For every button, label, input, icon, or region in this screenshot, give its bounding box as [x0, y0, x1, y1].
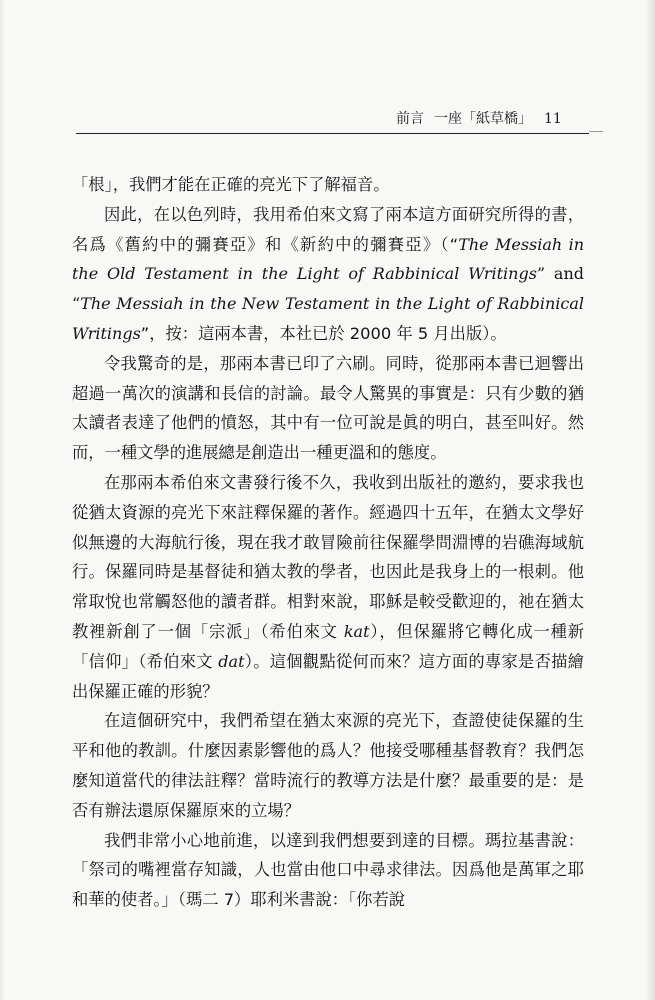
paragraph-research-goals: 在這個研究中，我們希望在猶太來源的亮光下，查證使徒保羅的生平和他的教訓。什麼因素影響他的爲人？他接受哪種基督教育？我們怎麼知道當代的律法註釋？當時流行的教導方法是什麼？最重要的是：是否有辦法還原保羅原來的立場？	[72, 711, 584, 820]
header-chapter-title: 一座「紙草橋」	[434, 111, 532, 127]
paragraph-text: ）。這個觀點從何而來？這方面的專家是否描繪出保羅正確的形貌？	[72, 651, 584, 701]
paragraph-continued: 「根」，我們才能在正確的亮光下了解福音。	[72, 175, 390, 194]
page-number: 11	[544, 111, 562, 127]
paragraph-text: 因此，在以色列時，我用希伯來文寫了兩本這方面研究所得的書，名爲《舊約中的彌賽亞》和《新約中的彌賽亞》（“	[72, 204, 584, 254]
body-text	[72, 170, 584, 915]
paragraph-malachi: 我們非常小心地前進，以達到我們想要到達的目標。瑪拉基書說：「祭司的嘴裡當存知識，人也當由他口中尋求律法。因爲他是萬軍之耶和華的使者。」（瑪二 7）耶利米書說：「你若說	[72, 830, 584, 910]
hebrew-term-dat: dat	[218, 651, 245, 671]
book-title-old-testament: The Messiah in the Old Testament in the Light of Rabbinical Writings	[72, 234, 584, 284]
hebrew-term-kat: kat	[343, 621, 370, 641]
paragraph-text: ），但保羅將它轉化成一種新「信仰」（希伯來文	[72, 621, 584, 671]
header-rule-tail	[589, 131, 603, 132]
book-title-new-testament: The Messiah in the New Testament in the Light of Rabbinical Writings	[72, 294, 584, 343]
paragraph-reception: 令我驚奇的是，那兩本書已印了六刷。同時，從那兩本書已迴響出超過一萬次的演講和長信的討論。最令人驚異的事實是：只有少數的猶太讀者表達了他們的憤怒，其中有一位可說是眞的明白，甚至叫好。然而，一種文學的進展總是創造出一種更溫和的態度。	[72, 353, 584, 463]
running-header	[396, 110, 586, 128]
paragraph-hebrew-books	[72, 200, 584, 349]
paragraph-text: ”，按：這兩本書，本社已於 2000 年 5 月出版）。	[140, 323, 507, 343]
page-right-edge-shadow	[645, 0, 655, 1000]
header-rule	[76, 133, 589, 134]
paragraph-paul-study	[72, 468, 584, 706]
paragraph-text: ” and “	[72, 264, 584, 314]
paragraph-text: 在那兩本希伯來文書發行後不久，我收到出版社的邀約，要求我也從猶太資源的亮光下來註釋保羅的著作。經過四十五年，在猶太文學好似無邊的大海航行後，現在我才敢冒險前往保羅學問淵博的岩礁海域航行。保羅同時是基督徒和猶太教的學者，也因此是我身上的一根刺。他常取悅也常觸怒他的讀者群。相對來說，耶穌是較受歡迎的，祂在猶太教裡新創了一個「宗派」（希伯來文	[72, 472, 584, 641]
page-left-edge-shadow	[0, 0, 6, 1000]
header-section-title: 前言	[396, 111, 424, 127]
